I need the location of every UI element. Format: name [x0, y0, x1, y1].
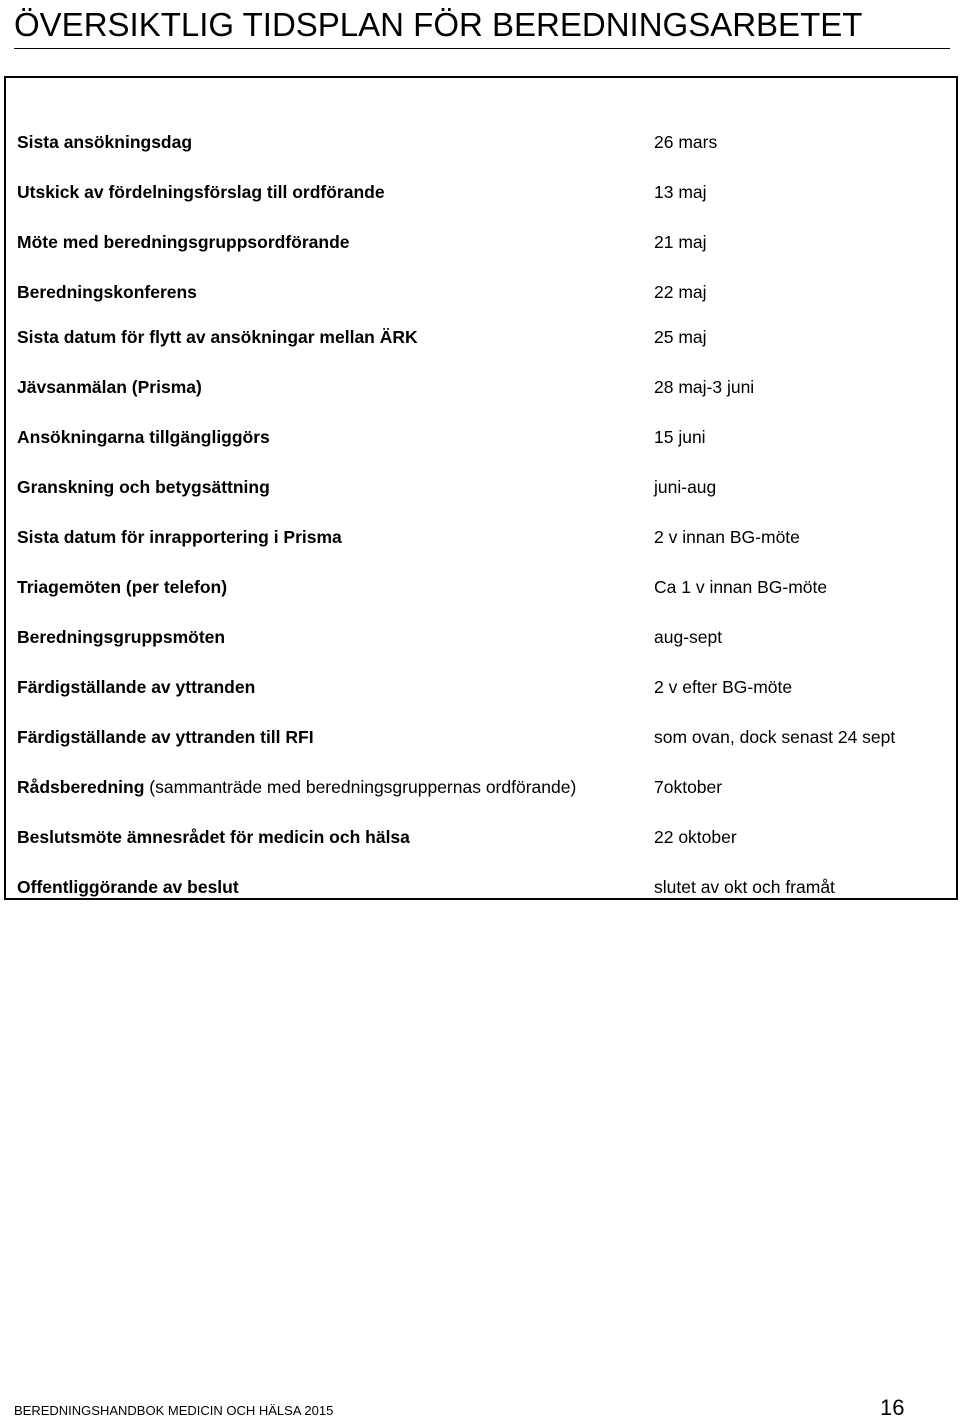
activity-label: Sista datum för flytt av ansökningar mellan ÄRK [17, 327, 418, 347]
activity-label: Utskick av fördelningsförslag till ordförande [17, 182, 385, 202]
schedule-row [6, 723, 956, 751]
schedule-table [4, 76, 958, 900]
schedule-row [6, 523, 956, 551]
activity-label: Färdigställande av yttranden till RFI [17, 727, 314, 747]
activity-label: Beslutsmöte ämnesrådet för medicin och hälsa [17, 827, 410, 847]
page-number: 16 [880, 1395, 905, 1419]
activity-label: Ansökningarna tillgängliggörs [17, 427, 270, 447]
schedule-row [6, 228, 956, 256]
activity-date: slutet av okt och framåt [654, 877, 835, 897]
activity-label: Beredningskonferens [17, 282, 197, 302]
activity-label: Färdigställande av yttranden [17, 677, 256, 697]
activity-date: 25 maj [654, 327, 707, 347]
activity-date: juni-aug [654, 477, 717, 497]
schedule-row [6, 373, 956, 401]
schedule-row [6, 178, 956, 206]
footer-text: BEREDNINGSHANDBOK MEDICIN OCH HÄLSA 2015 [14, 1403, 334, 1418]
schedule-row [6, 823, 956, 851]
activity-label: Granskning och betygsättning [17, 477, 270, 497]
schedule-row [6, 573, 956, 601]
activity-date: 15 juni [654, 427, 706, 447]
activity-label: Sista datum för inrapportering i Prisma [17, 527, 342, 547]
activity-label: Sista ansökningsdag [17, 132, 193, 152]
schedule-row [6, 278, 956, 306]
activity-date: 21 maj [654, 232, 707, 252]
schedule-row [6, 323, 956, 351]
activity-date: 22 maj [654, 282, 707, 302]
schedule-row [6, 473, 956, 501]
activity-date: 26 mars [654, 132, 718, 152]
activity-label: Offentliggörande av beslut [17, 877, 239, 897]
activity-date: 13 maj [654, 182, 707, 202]
activity-label: Rådsberedning (sammanträde med beredningsgruppernas ordförande) [17, 777, 577, 797]
schedule-row [6, 423, 956, 451]
activity-date: 2 v innan BG-möte [654, 527, 800, 547]
activity-date: 2 v efter BG-möte [654, 677, 793, 697]
schedule-row [6, 623, 956, 651]
activity-label: Möte med beredningsgruppsordförande [17, 232, 350, 252]
activity-date: 28 maj-3 juni [654, 377, 755, 397]
activity-date: Ca 1 v innan BG-möte [654, 577, 828, 597]
activity-label: Beredningsgruppsmöten [17, 627, 226, 647]
activity-date: 22 oktober [654, 827, 737, 847]
activity-label: Jävsanmälan (Prisma) [17, 377, 202, 397]
schedule-row [6, 773, 956, 801]
page-title: ÖVERSIKTLIG TIDSPLAN FÖR BEREDNINGSARBETET [14, 4, 950, 49]
activity-label: Triagemöten (per telefon) [17, 577, 228, 597]
activity-date: 7oktober [654, 777, 723, 797]
schedule-row [6, 873, 956, 901]
activity-date: som ovan, dock senast 24 sept [654, 727, 896, 747]
schedule-row [6, 673, 956, 701]
activity-date: aug-sept [654, 627, 723, 647]
schedule-row [6, 128, 956, 156]
